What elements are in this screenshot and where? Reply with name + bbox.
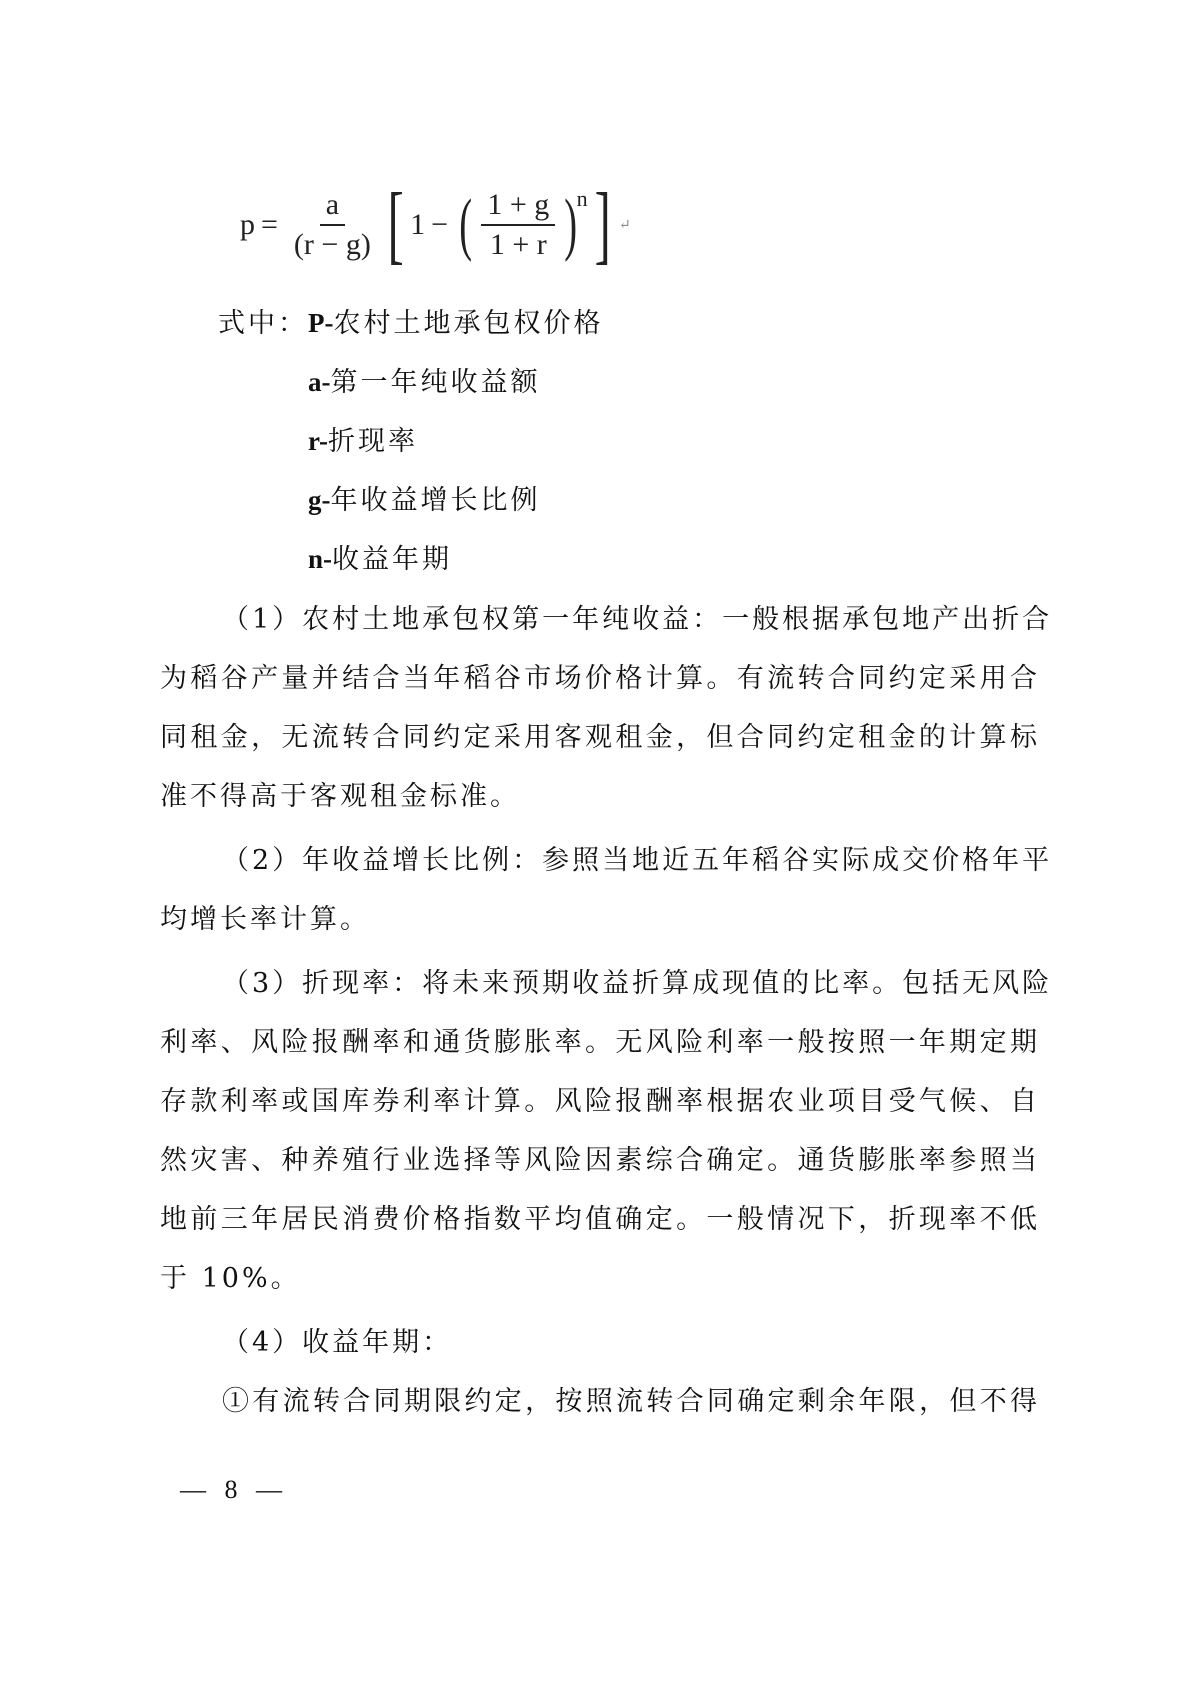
paragraph-mark-icon: ↵ <box>618 217 631 233</box>
left-bracket: [ <box>387 176 404 273</box>
formula-denominator: (r − g) <box>293 228 371 261</box>
formula-numerator: a <box>320 188 345 226</box>
formula-one: 1 <box>410 208 426 241</box>
legend-line-a <box>308 366 541 399</box>
legend-intro: 式中： <box>218 308 308 339</box>
formula-lhs: p <box>240 208 255 241</box>
legend-line-P <box>218 307 603 340</box>
legend-desc: 年收益增长比例 <box>330 485 541 516</box>
legend-desc: 第一年纯收益额 <box>330 367 541 398</box>
paragraph-line: 地前三年居民消费价格指数平均值确定。一般情况下，折现率不低 <box>160 1204 1040 1235</box>
paragraph-line: 为稻谷产量并结合当年稻谷市场价格计算。有流转合同约定采用合 <box>160 663 1040 694</box>
valuation-formula <box>240 176 631 273</box>
legend-line-r <box>308 425 418 458</box>
left-paren: ( <box>459 186 473 263</box>
right-bracket: ] <box>594 176 611 273</box>
paragraph-line: 利率、风险报酬率和通货膨胀率。无风险利率一般按照一年期定期 <box>160 1027 1040 1058</box>
formula-minus: − <box>431 208 449 241</box>
formula-inner-denominator: 1 + r <box>489 228 547 261</box>
paragraph-heading: （4）收益年期： <box>222 1327 453 1358</box>
paragraph-line: （2）年收益增长比例：参照当地近五年稻谷实际成交价格年平 <box>222 845 1053 876</box>
formula-inner-fraction <box>481 188 555 262</box>
formula-equals: = <box>261 208 278 241</box>
paragraph-line: 同租金，无流转合同约定采用客观租金，但合同约定租金的计算标 <box>160 722 1040 753</box>
paragraph-line: 存款利率或国库券利率计算。风险报酬率根据农业项目受气候、自 <box>160 1086 1040 1117</box>
legend-symbol: r- <box>308 426 328 456</box>
legend-symbol: g- <box>308 485 331 515</box>
formula-inner-numerator: 1 + g <box>481 188 555 226</box>
legend-line-n <box>308 543 452 576</box>
formula-exponent: n <box>576 186 588 211</box>
paragraph-line: （1）农村土地承包权第一年纯收益：一般根据承包地产出折合 <box>222 604 1053 635</box>
paragraph-line: 然灾害、种养殖行业选择等风险因素综合确定。通货膨胀率参照当 <box>160 1145 1040 1176</box>
legend-symbol: P- <box>308 308 334 338</box>
paragraph-line: 准不得高于客观租金标准。 <box>160 781 520 812</box>
paragraph-line: 均增长率计算。 <box>160 904 370 935</box>
legend-symbol: a- <box>308 367 331 397</box>
legend-desc: 折现率 <box>327 426 418 457</box>
paragraph-line: ①有流转合同期限约定，按照流转合同确定剩余年限，但不得 <box>222 1386 1040 1417</box>
right-paren: ) <box>564 186 578 263</box>
legend-desc: 农村土地承包权价格 <box>333 308 604 339</box>
legend-desc: 收益年期 <box>332 544 453 575</box>
page-number: — 8 — <box>180 1475 288 1504</box>
paragraph-line: 于 10%。 <box>160 1263 301 1294</box>
legend-symbol: n- <box>308 544 333 574</box>
formula-fraction <box>288 188 377 262</box>
legend-line-g <box>308 484 541 517</box>
paragraph-line: （3）折现率：将未来预期收益折算成现值的比率。包括无风险 <box>222 968 1053 999</box>
